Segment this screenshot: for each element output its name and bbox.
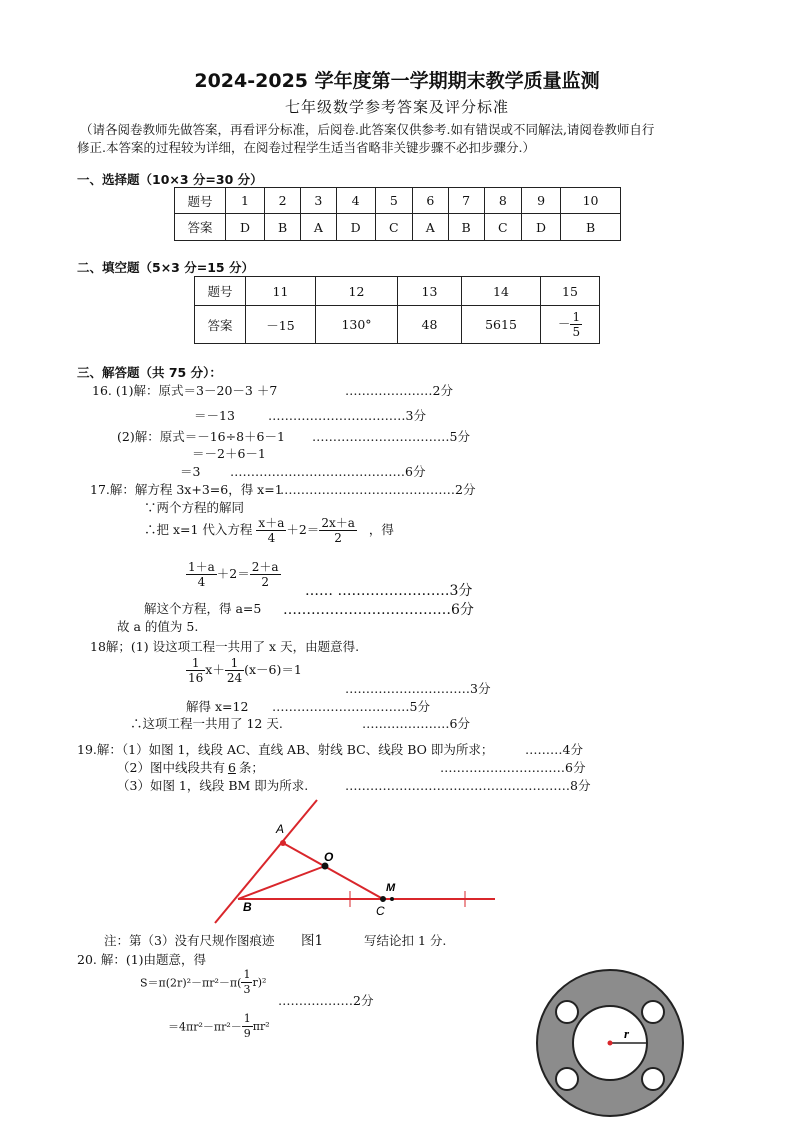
section2-heading: 二、填空题（5×3 分=15 分）: [77, 260, 254, 275]
table-row-label: 题号: [195, 277, 246, 306]
q17-line2: ∵两个方程的解同: [144, 500, 245, 515]
denominator: 5: [572, 325, 581, 339]
fill-answer-table: [194, 276, 600, 344]
small-hole: [556, 1068, 578, 1090]
figure-1-diagram: [200, 795, 510, 925]
question-number: 15: [541, 277, 600, 306]
equation-mid: ＋2＝: [216, 566, 250, 581]
point-m: [390, 897, 394, 901]
q16-line2: ＝－13: [194, 408, 235, 423]
answer-cell: B: [448, 214, 484, 241]
q17-score5: ………………………………6分: [283, 602, 474, 618]
q16-score5: ……………………………………6分: [230, 464, 426, 479]
numerator: 1: [572, 310, 581, 324]
q20-line1: 20. 解：(1)由题意，得: [77, 952, 207, 967]
question-number: 4: [336, 188, 375, 214]
question-number: 13: [398, 277, 462, 306]
figure-1-caption: 图1: [301, 933, 324, 949]
question-number: 9: [522, 188, 561, 214]
fraction: [256, 516, 286, 545]
answer-cell: B: [561, 214, 621, 241]
answer-cell-fraction: [541, 306, 600, 344]
section1-heading: 一、选择题（10×3 分=30 分）: [77, 172, 263, 187]
q19-line2-text: （2）图中线段共有: [117, 760, 225, 775]
answer-cell: B: [265, 214, 301, 241]
choice-answer-table: [174, 187, 621, 241]
q16-score2: ……………………………3分: [268, 408, 426, 423]
q19-line2-tail: 条；: [238, 760, 264, 775]
instruction-note-line2: 修正.本答案的过程较为详细，在阅卷过程学生适当省略非关键步骤不必扣步骤分.）: [77, 140, 535, 155]
q16-score3: ……………………………5分: [312, 429, 470, 444]
center-point: [608, 1041, 613, 1046]
label-b: B: [243, 900, 252, 914]
section3-heading: 三、解答题（共 75 分）：: [77, 365, 222, 380]
ring-diagram: [534, 967, 686, 1119]
q19-score2: …………………………6分: [440, 760, 586, 775]
fraction: [250, 560, 281, 589]
question-number: 1: [226, 188, 265, 214]
numerator: 2x＋a: [321, 516, 355, 530]
q19-score3: ………………………………………………8分: [345, 778, 591, 793]
fraction: [570, 310, 582, 339]
denominator: 9: [243, 1027, 251, 1040]
line-ab: [215, 800, 317, 923]
q20-formula-a: S＝π(2r)²－πr²－π(: [140, 976, 242, 990]
q18-line1: 18解；(1) 设这项工程一共用了 x 天，由题意得.: [90, 639, 360, 654]
question-number: 7: [448, 188, 484, 214]
q17-line3: [144, 516, 394, 545]
denominator: 3: [243, 983, 251, 996]
q17-line3-text: ∴把 x=1 代入方程: [144, 522, 253, 537]
fraction: [186, 560, 217, 589]
q19-line3: （3）如图 1，线段 BM 即为所求.: [117, 778, 309, 793]
instruction-note-line1: （请各阅卷教师先做答案，再看评分标准，后阅卷.此答案仅供参考.如有错误或不同解法,请阅卷教师自行: [80, 122, 655, 137]
page-subtitle: 七年级数学参考答案及评分标准: [284, 98, 509, 116]
q17-score4: …… ……………………3分: [305, 583, 473, 599]
q19-line1: 19.解：（1）如图 1，线段 AC、直线 AB、射线 BC、线段 BO 即为所求；: [77, 742, 494, 757]
point-a: [280, 840, 286, 846]
label-o: O: [324, 850, 334, 864]
fraction: [186, 656, 205, 685]
q17-line3-tail: ，得: [368, 522, 394, 537]
denominator: 24: [226, 671, 243, 685]
answer-cell: D: [226, 214, 265, 241]
q18-score3: ……………………………5分: [272, 699, 430, 714]
answer-cell: D: [522, 214, 561, 241]
denominator: 2: [334, 531, 342, 545]
label-m: M: [386, 882, 396, 894]
answer-cell: C: [375, 214, 412, 241]
q18-line4: ∴这项工程一共用了 12 天.: [130, 716, 283, 731]
numerator: 2＋a: [251, 560, 279, 574]
answer-cell: 48: [398, 306, 462, 344]
q20-formula-b: r)²: [252, 976, 267, 989]
minus-sign: －: [557, 316, 571, 331]
question-number: 3: [301, 188, 337, 214]
equation-mid: ＋2＝: [286, 522, 320, 537]
q16-score1: …………………2分: [345, 383, 453, 398]
table-row-label: 答案: [175, 214, 226, 241]
small-hole: [556, 1001, 578, 1023]
question-number: 12: [316, 277, 398, 306]
fraction: [319, 516, 357, 545]
q16-line1: 16. (1)解：原式＝3－20－3 ＋7: [92, 383, 278, 398]
q17-line6: 故 a 的值为 5.: [117, 619, 199, 634]
question-number: 14: [462, 277, 541, 306]
q17-equation2: [186, 560, 281, 589]
q17-line5: 解这个方程，得 a=5: [144, 601, 262, 616]
numerator: x＋a: [258, 516, 285, 530]
numerator: 1: [186, 656, 205, 671]
equation-mid: x＋: [205, 662, 225, 677]
q18-score2: …………………………3分: [345, 681, 491, 696]
answer-cell: A: [413, 214, 449, 241]
answer-cell: C: [484, 214, 521, 241]
q20-formula-c: ＝4πr²－πr²－: [168, 1020, 242, 1034]
label-c: C: [376, 904, 385, 918]
denominator: 16: [188, 671, 204, 685]
q16-line3: (2)解：原式＝－16÷8＋6－1: [117, 429, 285, 444]
q17-line1: 17.解：解方程 3x+3=6，得 x=1: [90, 482, 283, 497]
label-a: A: [276, 822, 285, 836]
radius-label: r: [624, 1026, 630, 1041]
denominator: 4: [267, 531, 276, 545]
q20-score1: ………………2分: [278, 993, 374, 1008]
numerator: 1: [243, 1012, 251, 1025]
q20-line2: [140, 968, 266, 997]
numerator: 1: [225, 656, 244, 671]
q17-score1: ……………………………………2分: [280, 482, 476, 497]
small-hole: [642, 1068, 664, 1090]
small-hole: [642, 1001, 664, 1023]
denominator: 4: [197, 575, 206, 589]
question-number: 6: [413, 188, 449, 214]
question-number: 10: [561, 188, 621, 214]
question-number: 8: [484, 188, 521, 214]
answer-cell: －15: [246, 306, 316, 344]
q18-line3: 解得 x=12: [186, 699, 249, 714]
equation-tail: (x－6)＝1: [244, 662, 302, 677]
table-row-label: 答案: [195, 306, 246, 344]
answer-cell: A: [301, 214, 337, 241]
page-title: 2024-2025 学年度第一学期期末教学质量监测: [194, 70, 600, 92]
q19-score1: ………4分: [525, 742, 583, 757]
segment-bo: [238, 866, 325, 899]
question-number: 2: [265, 188, 301, 214]
q19-note: 注：第（3）没有尺规作图痕迹: [104, 933, 275, 948]
q16-line5: ＝3: [180, 464, 201, 479]
question-number: 11: [246, 277, 316, 306]
q19-note-tail: 写结论扣 1 分.: [364, 933, 447, 948]
table-row-label: 题号: [175, 188, 226, 214]
q19-line2: [117, 758, 264, 776]
numerator: 1: [243, 968, 251, 981]
question-number: 5: [375, 188, 412, 214]
q19-answer: 6: [227, 760, 236, 775]
numerator: 1＋a: [188, 560, 215, 574]
fraction: [241, 968, 252, 997]
denominator: 2: [261, 575, 269, 589]
answer-cell: 130°: [316, 306, 398, 344]
q18-score4: …………………6分: [362, 716, 470, 731]
q18-equation: [186, 656, 302, 685]
point-c: [380, 896, 386, 902]
answer-cell: 5615: [462, 306, 541, 344]
fraction: [225, 656, 244, 685]
q16-line4: ＝－2＋6－1: [192, 446, 266, 461]
fraction: [242, 1012, 253, 1041]
q20-formula-d: πr²: [252, 1020, 270, 1033]
q20-line3: [168, 1012, 270, 1041]
answer-cell: D: [336, 214, 375, 241]
